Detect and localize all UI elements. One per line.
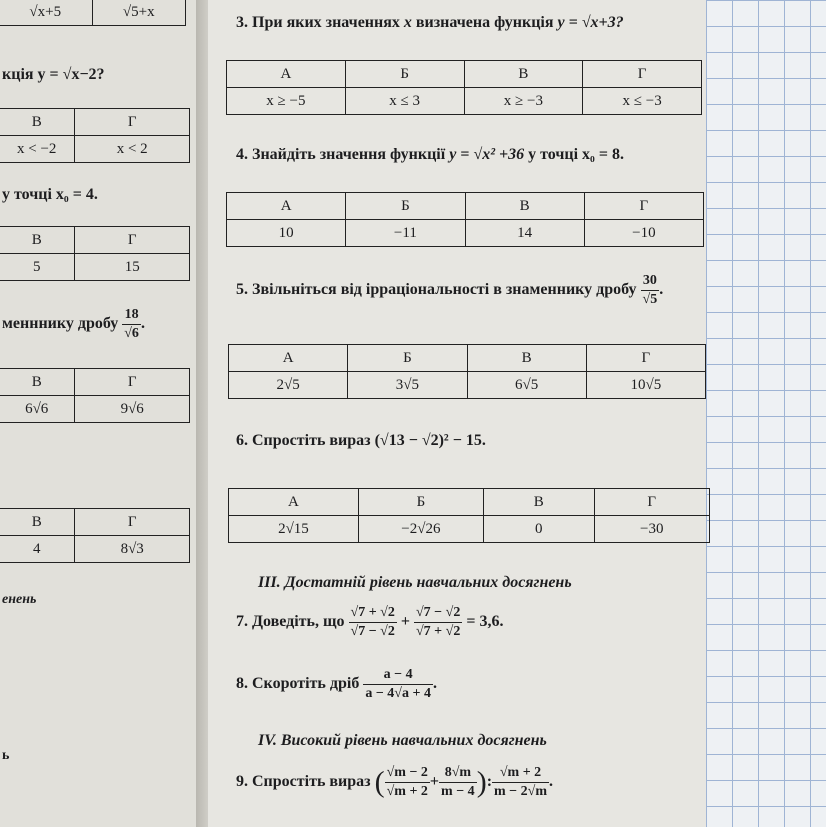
answer-cell: 6√5 — [467, 372, 586, 399]
header-cell: А — [229, 489, 359, 516]
left-section-fragment: енень — [2, 592, 37, 607]
q9-prefix: 9. Спростіть вираз — [236, 773, 371, 791]
answer-cell: 6√6 — [0, 396, 75, 423]
header-cell: А — [227, 193, 346, 220]
answer-cell: 2√5 — [229, 372, 348, 399]
q6-prefix: 6. Спростіть вираз — [236, 432, 371, 449]
header-cell: В — [483, 489, 594, 516]
left-table-top — [0, 0, 186, 26]
answer-cell: x ≥ −3 — [464, 88, 583, 115]
header-cell: А — [227, 61, 346, 88]
header-cell: В — [0, 109, 75, 136]
left-fragment: ь — [2, 748, 10, 763]
fraction-den: m − 2√m — [494, 784, 548, 799]
question-8: 8. Скоротіть дріб $\frac{a - 4}{a - 4√a + 4}$ . — [236, 667, 437, 701]
fraction-num: √m − 2 — [385, 764, 430, 783]
fraction-num: 18 — [122, 306, 141, 325]
section-3-title: ІІІ. Достатній рівень навчальних досягнень — [258, 574, 572, 591]
fraction-num: √7 + √2 — [349, 604, 397, 623]
header-cell: Г — [586, 345, 705, 372]
header-cell: Б — [346, 193, 465, 220]
header-cell: Г — [75, 509, 190, 536]
fraction-den: a − 4√a + 4 — [365, 686, 431, 701]
header-cell: В — [0, 369, 75, 396]
q8-prefix: 8. Скоротіть дріб — [236, 675, 360, 693]
answer-cell: 0 — [483, 516, 594, 543]
header-cell: Г — [75, 227, 190, 254]
fraction-den: √6 — [124, 326, 139, 341]
answer-cell: x < 2 — [75, 136, 190, 163]
header-cell: Г — [75, 109, 190, 136]
question-6 — [236, 432, 486, 450]
fraction-den: m − 4 — [441, 784, 475, 799]
answer-cell: 5 — [0, 254, 75, 281]
q7-prefix: 7. Доведіть, що — [236, 613, 345, 631]
q3-func: y = √x+3? — [557, 14, 624, 31]
header-cell: В — [467, 345, 586, 372]
answer-cell: 4 — [0, 536, 75, 563]
header-cell: Г — [583, 61, 702, 88]
answer-cell: −2√26 — [358, 516, 483, 543]
answer-cell: x < −2 — [0, 136, 75, 163]
q9-fraction-2 — [439, 764, 477, 801]
left-q4-fraction — [122, 306, 141, 343]
answer-cell: 8√3 — [75, 536, 190, 563]
open-paren: ( — [374, 765, 385, 799]
answer-cell: x ≥ −5 — [227, 88, 346, 115]
header-cell: Г — [75, 369, 190, 396]
answers-table-6 — [228, 488, 710, 543]
header-cell: В — [0, 509, 75, 536]
fraction-den: √m + 2 — [386, 784, 428, 799]
header-cell: В — [465, 193, 584, 220]
answer-cell: −30 — [594, 516, 709, 543]
q6-expr: (√13 − √2)² − 15. — [374, 432, 486, 449]
left-table-3 — [0, 226, 190, 281]
section-4-title: IV. Високий рівень навчальних досягнень — [258, 732, 547, 749]
left-table-5 — [0, 508, 190, 563]
left-q4-fragment: менннику дробу $\frac{18}{√6}$ . — [2, 307, 145, 341]
answer-cell: x ≤ 3 — [345, 88, 464, 115]
close-paren: ) — [476, 765, 487, 799]
answer-cell: 9√6 — [75, 396, 190, 423]
q5-fraction — [641, 272, 660, 309]
question-9: 9. Спростіть вираз ( $\frac{√m - 2}{√m + 2}$ + $\frac{8√m}{m - 4}$ ): $\frac{√m + 2}{m - 2√m}$ . — [236, 765, 554, 799]
q7-fraction-2 — [414, 604, 462, 641]
left-table-2 — [0, 108, 190, 163]
answers-table-4 — [226, 192, 704, 247]
header-cell: Г — [594, 489, 709, 516]
fraction-den: √7 + √2 — [416, 624, 461, 639]
left-cell: √x+5 — [0, 0, 92, 26]
fraction-den: √5 — [642, 292, 658, 307]
answer-cell: 15 — [75, 254, 190, 281]
left-table-4 — [0, 368, 190, 423]
q3-prefix: 3. При яких значеннях — [236, 14, 400, 31]
q4-suffix: у точці x₀ = 8. — [528, 146, 624, 163]
question-4 — [236, 146, 624, 164]
q9-fraction-3 — [492, 764, 549, 801]
fraction-num: 30 — [641, 272, 660, 291]
answer-cell: −10 — [584, 220, 703, 247]
q4-func: y = √x² +36 — [449, 146, 525, 163]
answer-cell: 14 — [465, 220, 584, 247]
header-cell: Б — [348, 345, 467, 372]
header-cell: В — [464, 61, 583, 88]
q7-tail: = 3,6. — [466, 613, 504, 631]
answer-cell: x ≤ −3 — [583, 88, 702, 115]
q8-fraction — [363, 666, 433, 703]
q4-prefix: 4. Знайдіть значення функції — [236, 146, 446, 163]
question-5: 5. Звільніться від ірраціональності в знаменнику дробу $\frac{30}{√5}$ . — [236, 273, 664, 307]
question-3 — [236, 14, 624, 32]
header-cell: Г — [584, 193, 703, 220]
fraction-num: 8√m — [439, 764, 477, 783]
q5-prefix: 5. Звільніться від ірраціональності в знаменнику дробу — [236, 281, 637, 299]
q3-mid: визначена функція — [415, 14, 554, 31]
answer-cell: 10√5 — [586, 372, 705, 399]
left-cell: √5+x — [92, 0, 186, 26]
answer-cell: 10 — [227, 220, 346, 247]
left-q4-text: менннику дробу — [2, 315, 119, 333]
header-cell: А — [229, 345, 348, 372]
answers-table-3 — [226, 60, 702, 115]
fraction-num: a − 4 — [363, 666, 433, 685]
answers-table-5 — [228, 344, 706, 399]
question-7: 7. Доведіть, що $\frac{√7 + √2}{√7 - √2}$ + $\frac{√7 - √2}{√7 + √2}$ = 3,6. — [236, 605, 504, 639]
fraction-num: √m + 2 — [492, 764, 549, 783]
q9-fraction-1 — [385, 764, 430, 801]
header-cell: Б — [345, 61, 464, 88]
fraction-den: √7 − √2 — [350, 624, 395, 639]
header-cell: В — [0, 227, 75, 254]
left-q3-fragment: у точці x₀ = 4. — [2, 186, 98, 203]
answer-cell: 3√5 — [348, 372, 467, 399]
q7-fraction-1 — [349, 604, 397, 641]
fraction-num: √7 − √2 — [414, 604, 462, 623]
answer-cell: −11 — [346, 220, 465, 247]
left-q2-fragment: кція y = √x−2? — [2, 66, 105, 83]
q3-var: x — [403, 14, 412, 31]
header-cell: Б — [358, 489, 483, 516]
answer-cell: 2√15 — [229, 516, 359, 543]
graph-paper — [706, 0, 826, 827]
